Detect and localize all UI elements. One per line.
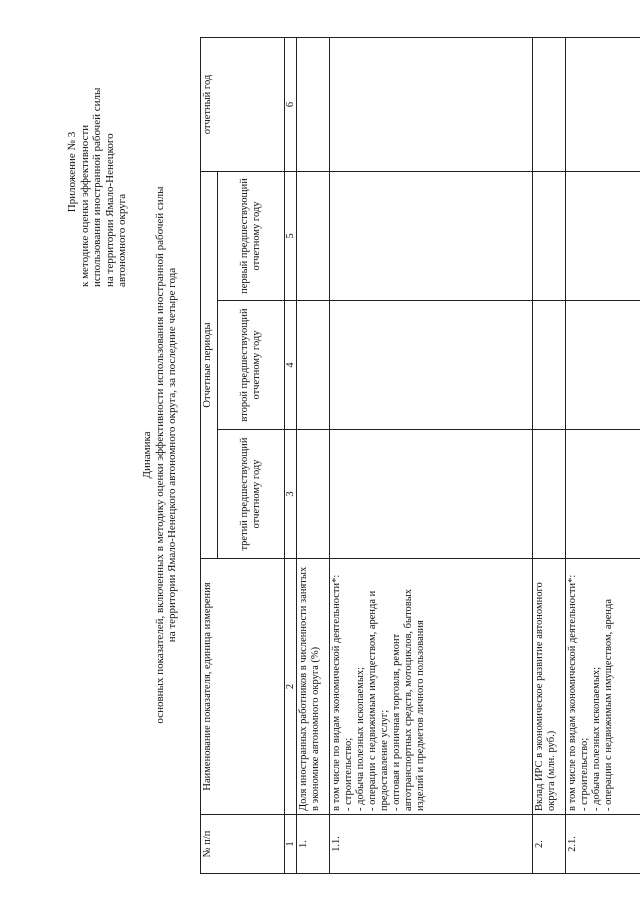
- value-cell: [297, 301, 330, 430]
- row-indicator-cell: [566, 559, 640, 815]
- row-sub-item: - строительство;: [343, 737, 354, 811]
- heading-line: на территории Ямало-Ненецкого автономного округа, за последние четыре года: [166, 267, 178, 643]
- row-sub-item: - операции с недвижимым имуществом, аренда: [603, 598, 614, 811]
- indicators-table: [200, 37, 640, 874]
- header-periods: Отчетные периоды: [201, 172, 218, 559]
- column-number: 1: [285, 815, 297, 874]
- value-cell: [297, 172, 330, 301]
- row-indicator-name: Вклад ИРС в экономическое развитие автономного округа (млн. руб.): [533, 559, 566, 815]
- row-indicator-cell: [330, 559, 533, 815]
- row-sub-item: - добыча полезных ископаемых;: [591, 666, 602, 811]
- column-number-row: [285, 38, 297, 874]
- value-cell: [330, 172, 533, 301]
- appendix-line: к методике оценки эффективности: [78, 124, 91, 287]
- value-cell: [533, 301, 566, 430]
- row-number: 2.1.: [566, 815, 640, 874]
- row-indicator-name: Доля иностранных работников в численности занятых в экономике автономного округа (%): [297, 559, 330, 815]
- table-row: [330, 38, 533, 874]
- appendix-line: использования иностранной рабочей силы: [91, 87, 103, 287]
- row-number: 2.: [533, 815, 566, 874]
- value-cell: [566, 38, 640, 172]
- table-row: [566, 38, 640, 874]
- value-cell: [297, 38, 330, 172]
- row-sub-item: - операции с недвижимым имуществом, аренда и предоставление услуг;: [367, 590, 390, 811]
- row-number: 1.: [297, 815, 330, 874]
- value-cell: [566, 430, 640, 559]
- value-cell: [533, 172, 566, 301]
- value-cell: [330, 430, 533, 559]
- table-row: [533, 38, 566, 874]
- header-current-year: отчетный год: [201, 38, 285, 172]
- header-num: № п/п: [201, 815, 285, 874]
- value-cell: [297, 430, 330, 559]
- column-number: 5: [285, 172, 297, 301]
- table-row: [297, 38, 330, 874]
- header-second-prior-year: второй предшествующий отчетному году: [218, 301, 285, 430]
- value-cell: [533, 430, 566, 559]
- header-first-prior-year: первый предшествующий отчетному году: [218, 172, 285, 301]
- row-sub-item: - оптовая и розничная торговля, ремонт автотранспортных средств, мотоциклов, бытовых изделий и предметов личного пользования: [391, 588, 426, 811]
- heading-line: основных показателей, включенных в методику оценки эффективности использования иностранной рабочей силы: [153, 186, 166, 724]
- column-number: 4: [285, 301, 297, 430]
- row-sub-item: - добыча полезных ископаемых;: [355, 666, 366, 811]
- heading-title: Динамика: [141, 431, 153, 479]
- value-cell: [330, 301, 533, 430]
- row-sub-item: - строительство;: [579, 737, 590, 811]
- header-name: Наименование показателя, единица измерения: [201, 559, 285, 815]
- column-number: 3: [285, 430, 297, 559]
- header-third-prior-year: третий предшествующий отчетному году: [218, 430, 285, 559]
- document-heading: [141, 45, 179, 865]
- row-number: 1.1.: [330, 815, 533, 874]
- table-header-row: [201, 38, 218, 874]
- appendix-line: автономного округа: [116, 193, 128, 287]
- appendix-block: [66, 57, 129, 287]
- column-number: 2: [285, 559, 297, 815]
- value-cell: [566, 172, 640, 301]
- value-cell: [533, 38, 566, 172]
- value-cell: [330, 38, 533, 172]
- row-indicator-name: в том числе по видам экономической деятельности*:: [331, 574, 342, 811]
- column-number: 6: [285, 38, 297, 172]
- appendix-title: Приложение № 3: [66, 131, 78, 213]
- value-cell: [566, 301, 640, 430]
- appendix-line: на территории Ямало-Ненецкого: [103, 133, 116, 287]
- row-indicator-name: в том числе по видам экономической деятельности*:: [567, 574, 578, 811]
